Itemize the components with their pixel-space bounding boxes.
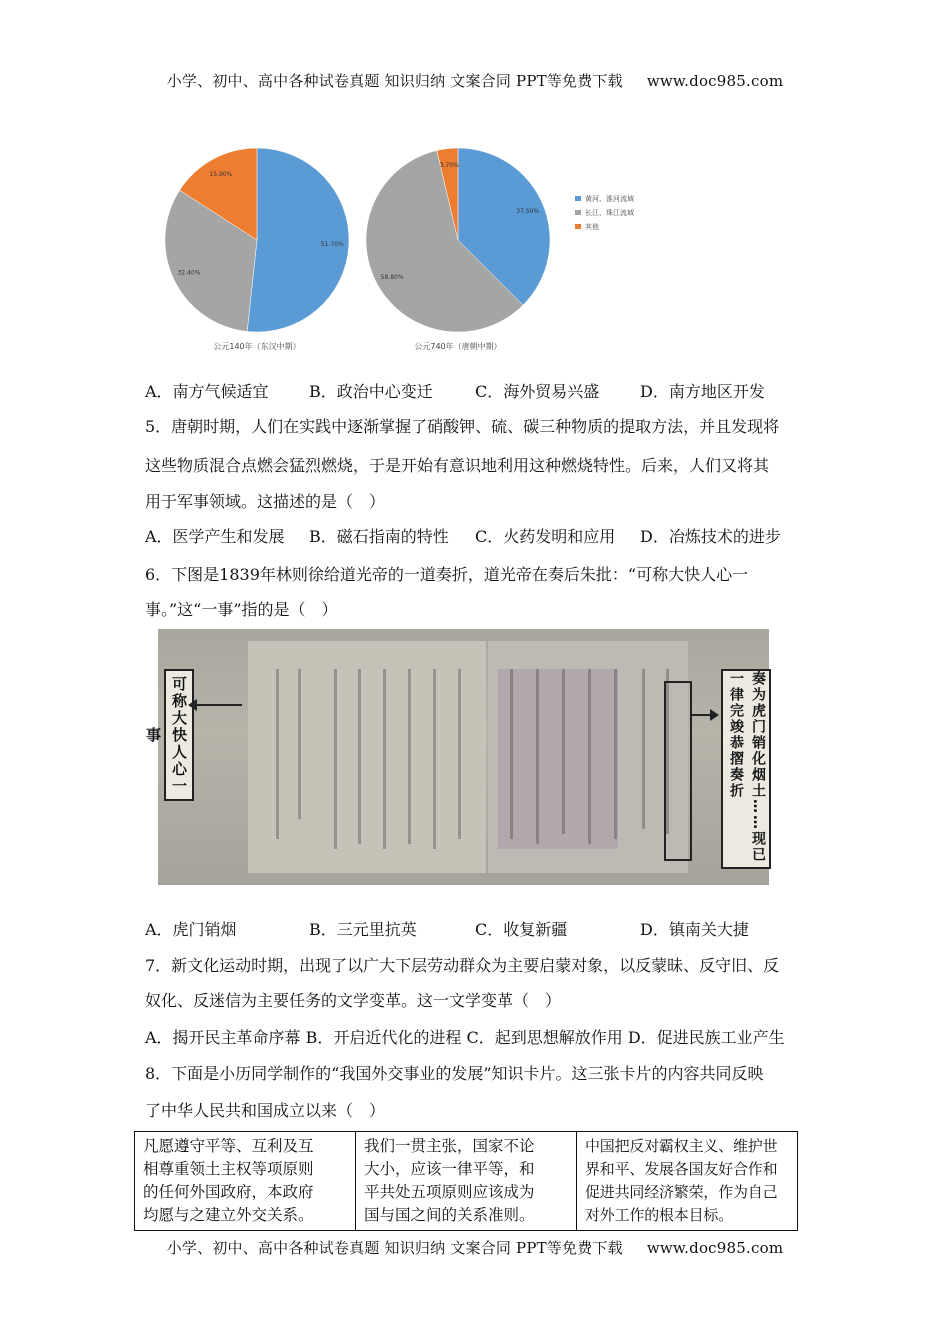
annotation-right-text-1: 奏为虎门销化烟土……现已一律完 xyxy=(728,671,766,863)
card-3-line: 中国把反对霸权主义、维护世 xyxy=(585,1137,778,1155)
pie-data-label: 37.50% xyxy=(516,208,540,216)
page-footer xyxy=(0,1237,950,1258)
card-2-line: 我们一贯主张，国家不论 xyxy=(364,1137,535,1155)
legend-item-1: 黄河、淮河流域 xyxy=(585,195,634,203)
pie-data-label: 51.70% xyxy=(320,241,344,249)
pie-data-label: 58.80% xyxy=(380,273,404,281)
q4-option-d: D．南方地区开发 xyxy=(640,382,765,401)
scroll-panel-left xyxy=(248,641,486,873)
q7-line-2: 奴化、反迷信为主要任务的文学变革。这一文学变革（ ） xyxy=(145,991,562,1010)
q5-option-d: D．冶炼技术的进步 xyxy=(640,527,781,546)
annotation-right xyxy=(721,669,771,869)
card-3-line: 界和平、发展各国友好合作和 xyxy=(585,1160,778,1178)
q6-option-d: D．镇南关大捷 xyxy=(640,920,749,939)
pie-title-140: 公元140年（东汉中期） xyxy=(213,342,301,351)
q4-option-a: A．南方气候适宜 xyxy=(145,382,269,401)
pie-slice xyxy=(247,148,349,332)
q7-options: A．揭开民主革命序幕 B．开启近代化的进程 C．起到思想解放作用 D．促进民族工业产生 xyxy=(145,1028,785,1047)
page-header xyxy=(0,70,950,91)
memorial-photo xyxy=(144,629,769,885)
legend-swatch-gray xyxy=(575,210,581,215)
q5-line-3: 用于军事领域。这描述的是（ ） xyxy=(145,492,386,511)
q8-line-1: 8．下面是小历同学制作的“我国外交事业的发展”知识卡片。这三张卡片的内容共同反映 xyxy=(145,1064,764,1083)
chart-legend xyxy=(575,194,634,231)
legend-swatch-blue xyxy=(575,196,581,201)
knowledge-cards xyxy=(134,1131,798,1231)
q5-option-b: B．磁石指南的特性 xyxy=(309,527,449,546)
arrow-left xyxy=(192,704,242,706)
highlight-frame xyxy=(664,681,692,861)
q5-option-a: A．医学产生和发展 xyxy=(145,527,285,546)
card-1-line: 相尊重领土主权等项原则 xyxy=(143,1160,314,1178)
q5-line-2: 这些物质混合点燃会猛烈燃烧，于是开始有意识地利用这种燃烧特性。后来，人们又将其 xyxy=(145,456,770,475)
stain xyxy=(498,669,618,849)
annotation-right-text-2: 竣恭摺奏折 xyxy=(728,719,744,799)
card-3-line: 促进共同经济繁荣，作为自己 xyxy=(585,1183,778,1201)
pie-data-label: 32.40% xyxy=(177,269,201,277)
header-text: 小学、初中、高中各种试卷真题 知识归纳 文案合同 PPT等免费下载 xyxy=(166,72,623,90)
card-2-line: 大小，应该一律平等，和 xyxy=(364,1160,535,1178)
q5-line-1: 5．唐朝时期，人们在实践中逐渐掌握了硝酸钾、硫、碳三种物质的提取方法，并且发现将 xyxy=(145,417,780,436)
legend-item-2: 长江、珠江流域 xyxy=(585,209,634,217)
annotation-left: 可称大快人心一事 xyxy=(164,669,194,801)
card-2-line: 国与国之间的关系准则。 xyxy=(364,1206,535,1224)
card-3 xyxy=(577,1132,798,1231)
footer-text: 小学、初中、高中各种试卷真题 知识归纳 文案合同 PPT等免费下载 xyxy=(166,1239,623,1257)
pie-chart-140 xyxy=(165,148,349,332)
q4-option-b: B．政治中心变迁 xyxy=(309,382,433,401)
card-2-line: 平共处五项原则应该成为 xyxy=(364,1183,535,1201)
q6-option-c: C．收复新疆 xyxy=(475,920,568,939)
q6-line-1: 6．下图是1839年林则徐给道光帝的一道奏折，道光帝在奏后朱批：“可称大快人心一 xyxy=(145,565,749,584)
pie-charts xyxy=(150,140,680,360)
card-1-line: 均愿与之建立外交关系。 xyxy=(143,1206,314,1224)
legend-item-3: 其他 xyxy=(585,223,599,231)
card-1-line: 的任何外国政府，本政府 xyxy=(143,1183,314,1201)
legend-swatch-orange xyxy=(575,224,581,229)
card-1-line: 凡愿遵守平等、互利及互 xyxy=(143,1137,314,1155)
q5-option-c: C．火药发明和应用 xyxy=(475,527,616,546)
q6-option-a: A．虎门销烟 xyxy=(145,920,237,939)
q7-line-1: 7．新文化运动时期，出现了以广大下层劳动群众为主要启蒙对象，以反蒙昧、反守旧、反 xyxy=(145,956,780,975)
pie-chart-740 xyxy=(366,148,550,332)
pie-title-740: 公元740年（唐朝中期） xyxy=(414,342,502,351)
q6-option-b: B．三元里抗英 xyxy=(309,920,417,939)
card-1 xyxy=(135,1132,356,1231)
pie-data-label: 15.90% xyxy=(209,170,233,178)
header-site: www.doc985.com xyxy=(646,72,784,90)
q6-line-2: 事。”这“一事”指的是（ ） xyxy=(145,600,338,619)
card-3-line: 对外工作的根本目标。 xyxy=(585,1206,734,1224)
q8-line-2: 了中华人民共和国成立以来（ ） xyxy=(145,1101,386,1120)
q4-option-c: C．海外贸易兴盛 xyxy=(475,382,600,401)
footer-site: www.doc985.com xyxy=(646,1239,784,1257)
pie-data-label: 3.70% xyxy=(439,162,459,170)
card-2 xyxy=(356,1132,577,1231)
